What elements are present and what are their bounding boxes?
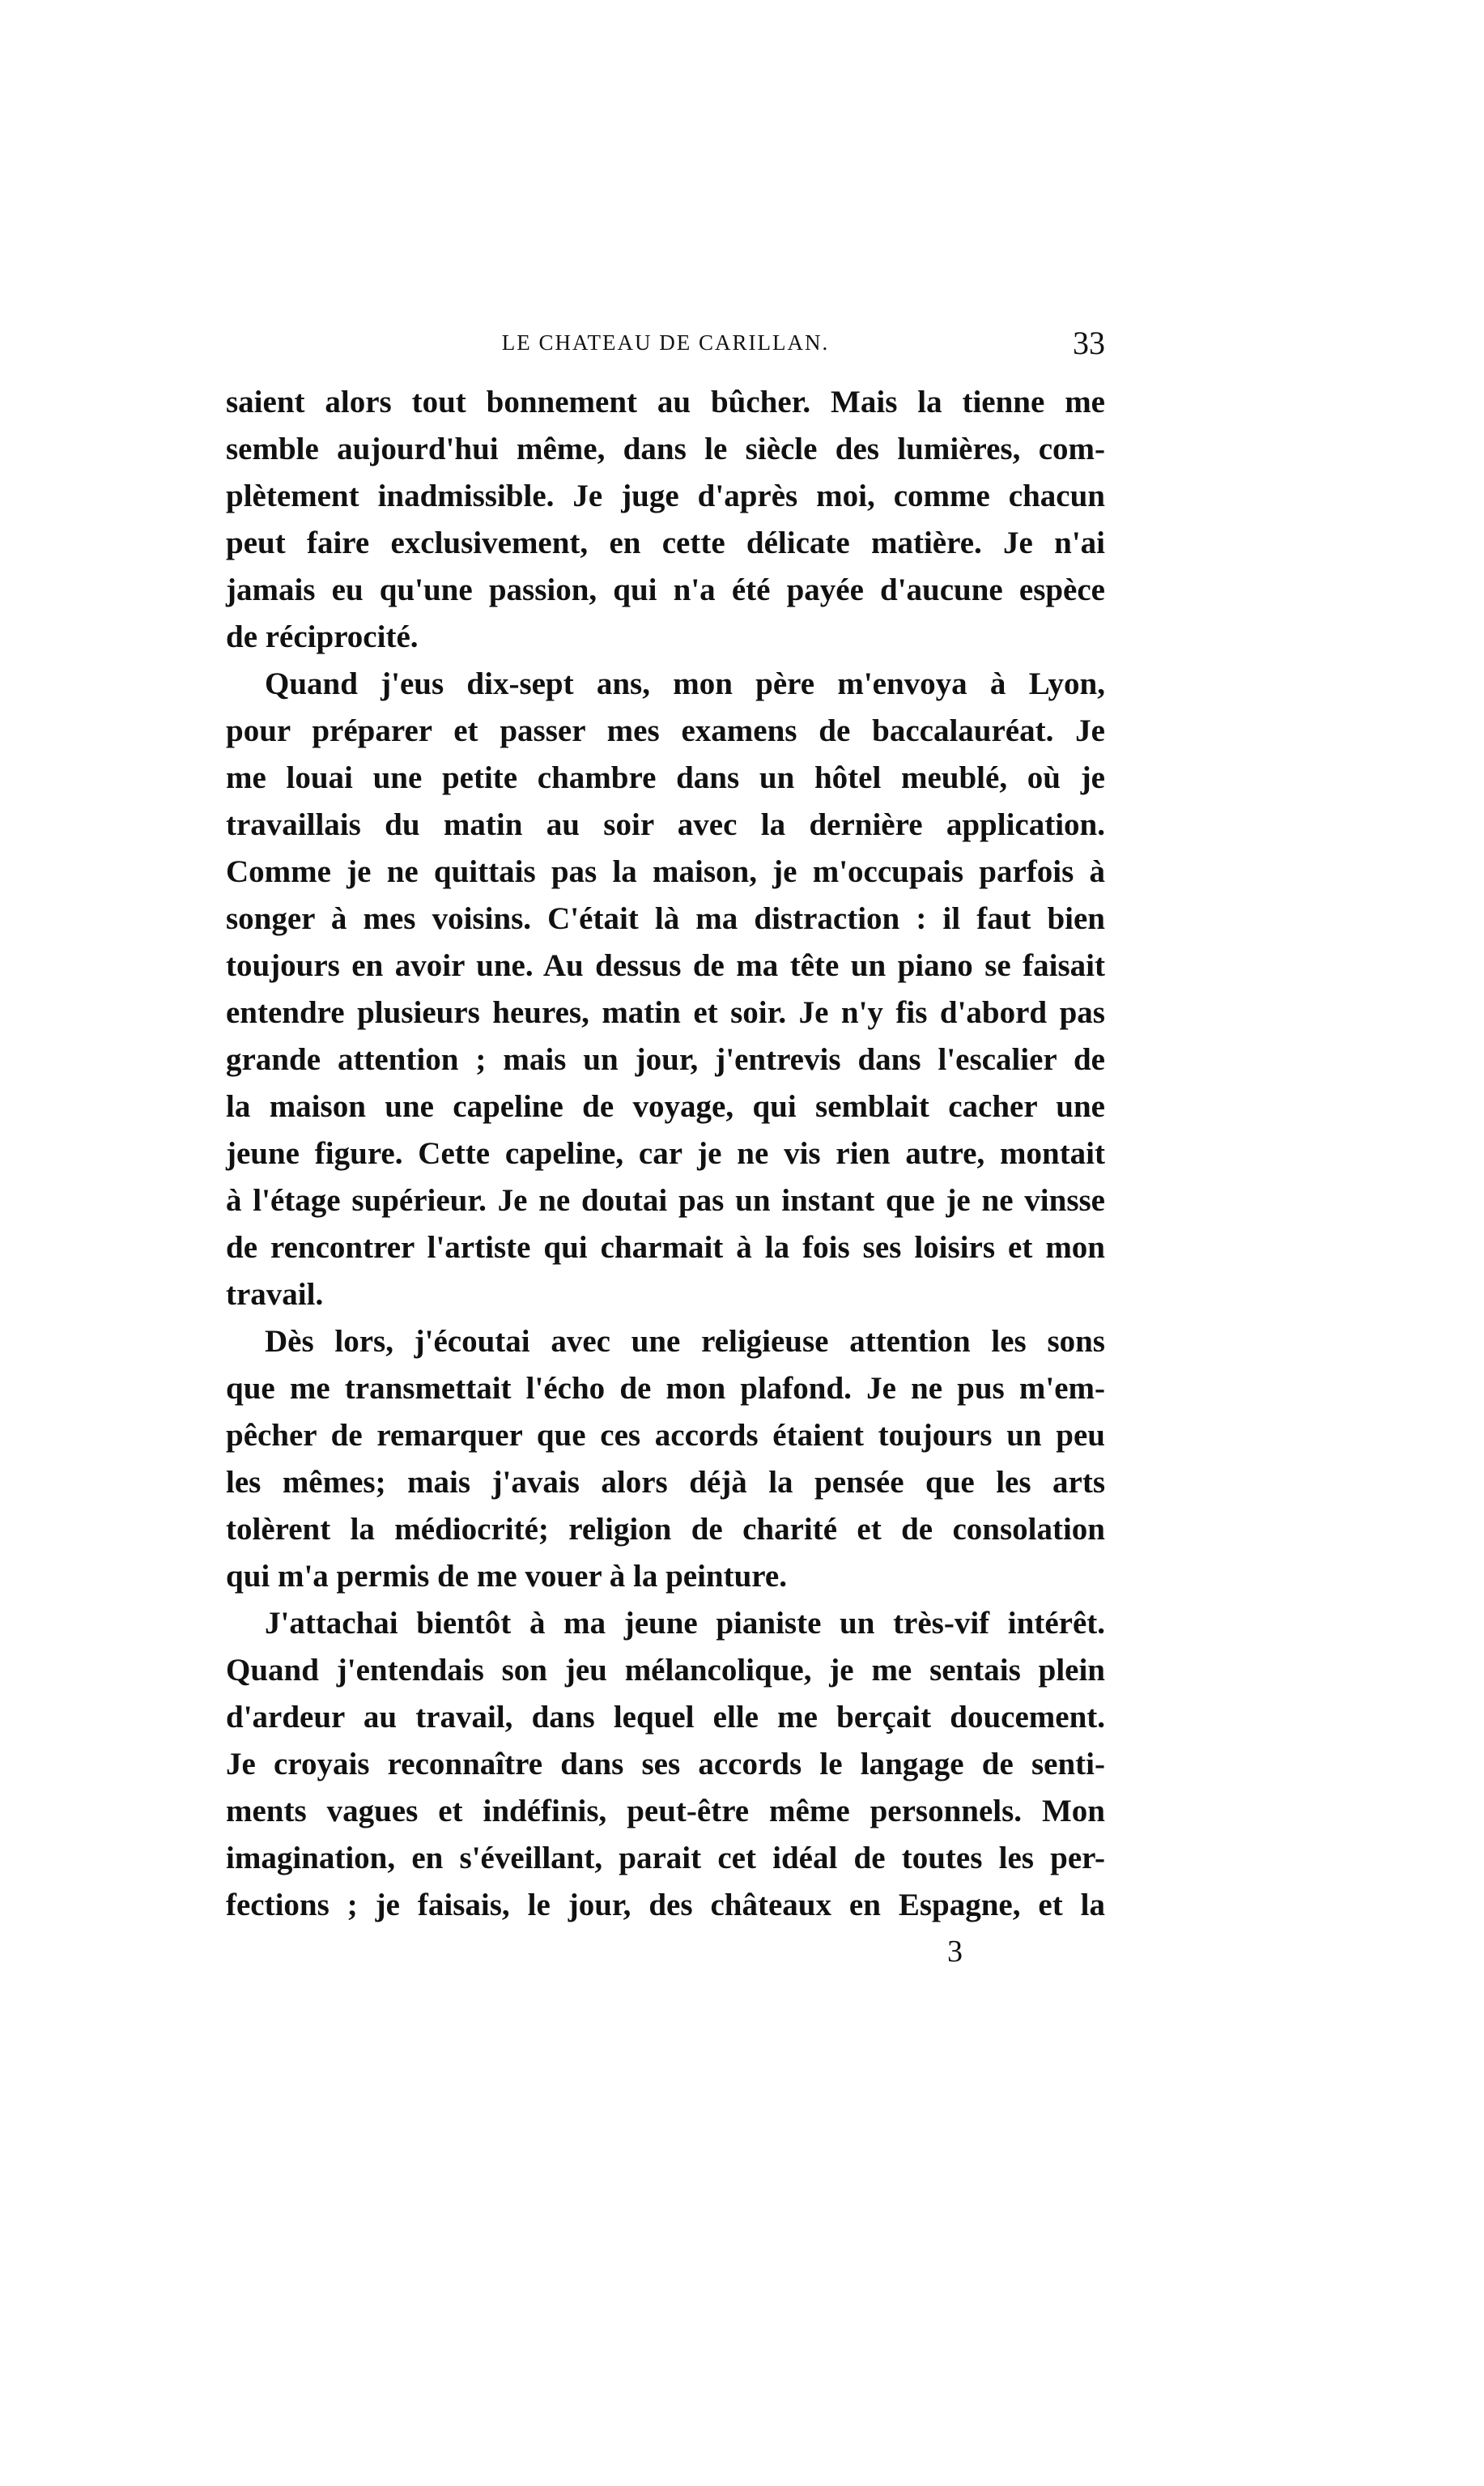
text-line: les mêmes; mais j'avais alors déjà la pensée que les arts [226,1465,1105,1500]
text-line: que me transmettait l'écho de mon plafond. Je ne pus m'em- [226,1371,1105,1406]
text-line: tolèrent la médiocrité; religion de charité et de consolation [226,1512,1105,1547]
text-line: saient alors tout bonnement au bûcher. Mais la tienne me [226,385,1105,419]
text-line: Quand j'eus dix-sept ans, mon père m'envoya à Lyon, [265,666,1105,701]
text-line: toujours en avoir une. Au dessus de ma tête un piano se faisait [226,948,1105,983]
text-line: Dès lors, j'écoutai avec une religieuse attention les sons [265,1324,1105,1359]
text-line: la maison une capeline de voyage, qui semblait cacher une [226,1089,1105,1124]
signature-mark: 3 [947,1935,963,1969]
text-line: Quand j'entendais son jeu mélancolique, je me sentais plein [226,1653,1105,1688]
text-line: songer à mes voisins. C'était là ma distraction : il faut bien [226,901,1105,936]
text-line: Je croyais reconnaître dans ses accords le langage de senti- [226,1747,1105,1781]
text-line: travail. [226,1277,324,1312]
text-line: d'ardeur au travail, dans lequel elle me berçait doucement. [226,1700,1105,1735]
text-line: qui m'a permis de me vouer à la peinture. [226,1559,787,1594]
text-line: plètement inadmissible. Je juge d'après moi, comme chacun [226,479,1105,513]
text-line: pêcher de remarquer que ces accords étaient toujours un peu [226,1418,1105,1453]
text-line: fections ; je faisais, le jour, des châteaux en Espagne, et la [226,1888,1105,1922]
text-line: pour préparer et passer mes examens de baccalauréat. Je [226,713,1105,748]
text-line: me louai une petite chambre dans un hôtel meublé, où je [226,760,1105,795]
page-number: 33 [1073,325,1105,361]
text-line: semble aujourd'hui même, dans le siècle des lumières, com- [226,432,1105,466]
text-line: jamais eu qu'une passion, qui n'a été payée d'aucune espèce [226,573,1105,607]
body-text [226,379,1105,1929]
text-line: de rencontrer l'artiste qui charmait à la fois ses loisirs et mon [226,1230,1105,1265]
text-line: à l'étage supérieur. Je ne doutai pas un instant que je ne vinsse [226,1183,1105,1218]
text-line: entendre plusieurs heures, matin et soir. Je n'y fis d'abord pas [226,995,1105,1030]
text-line: Comme je ne quittais pas la maison, je m'occupais parfois à [226,854,1105,889]
running-header [226,324,1105,369]
text-line: jeune figure. Cette capeline, car je ne vis rien autre, montait [226,1136,1105,1171]
text-line: J'attachai bientôt à ma jeune pianiste un très-vif intérêt. [265,1606,1105,1641]
text-line: grande attention ; mais un jour, j'entrevis dans l'escalier de [226,1042,1105,1077]
text-line: imagination, en s'éveillant, parait cet idéal de toutes les per- [226,1841,1105,1875]
text-line: peut faire exclusivement, en cette délicate matière. Je n'ai [226,526,1105,560]
running-title: LE CHATEAU DE CARILLAN. [501,330,830,355]
text-line: ments vagues et indéfinis, peut-être même personnels. Mon [226,1794,1105,1828]
text-line: travaillais du matin au soir avec la dernière application. [226,807,1105,842]
text-line: de réciprocité. [226,619,419,654]
